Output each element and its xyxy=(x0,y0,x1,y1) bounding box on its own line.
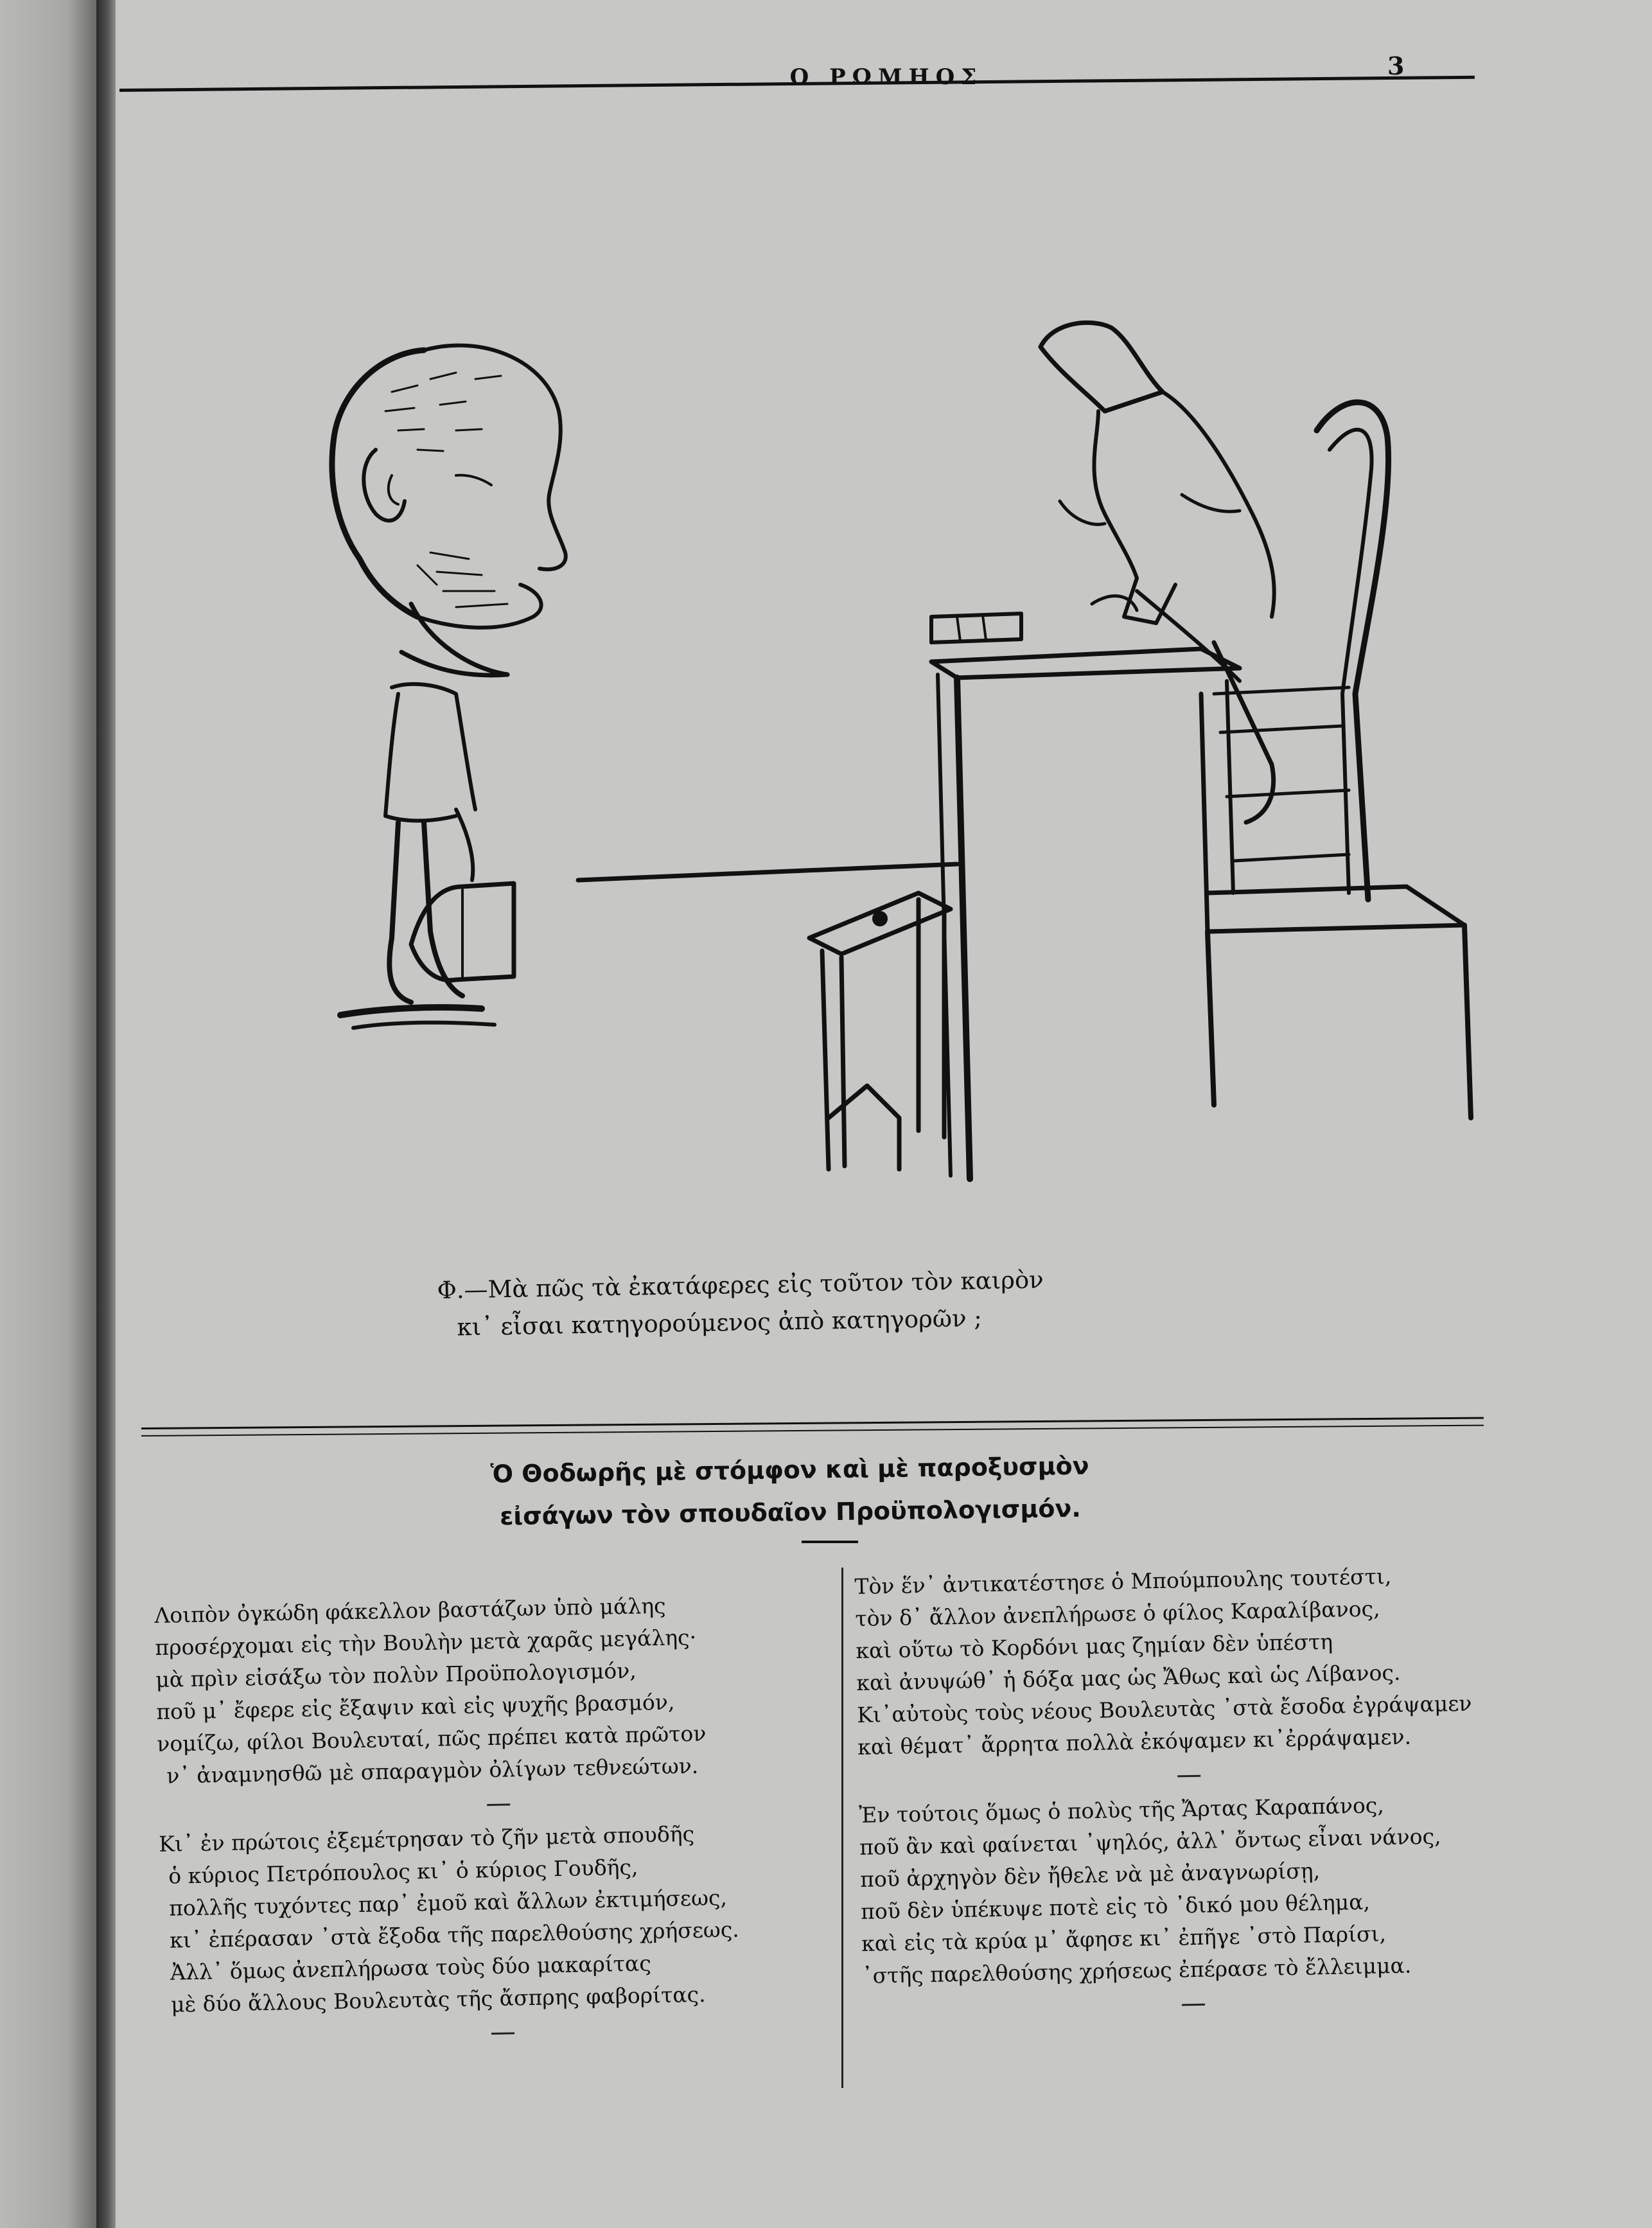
title-dash xyxy=(802,1541,858,1543)
poem-title-line: Ὁ Θοδωρῆς μὲ στόμφον καὶ μὲ παροξυσμὸν xyxy=(490,1451,1089,1489)
verse-line: Κι᾽αὐτοὺς τοὺς νέους Βουλευτὰς ᾽στὰ ἔσοδα ἐγράψαμεν xyxy=(856,1690,1472,1728)
seated-figure xyxy=(1041,323,1274,822)
verse-line: καὶ οὕτω τὸ Κορδόνι μας ζημίαν δὲν ὑπέστη xyxy=(856,1629,1333,1663)
newspaper-page xyxy=(116,0,1652,2228)
caption-line: Φ.—Μὰ πῶς τὰ ἐκατάφερες εἰς τοῦτον τὸν καιρὸν xyxy=(437,1266,1044,1304)
cartoon-illustration xyxy=(263,283,1484,1259)
verse-line: ᾽στῆς παρελθούσης χρήσεως ἐπέρασε τὸ ἔλλειμμα. xyxy=(861,1952,1412,1988)
verse-line: νομίζω, φίλοι Βουλευταί, πῶς πρέπει κατὰ πρῶτον xyxy=(156,1720,707,1756)
verse-line: προσέρχομαι εἰς τὴν Βουλὴν μετὰ χαρᾶς μεγάλης· xyxy=(155,1624,697,1660)
verse-line: καὶ εἰς τὰ κρύα μ᾽ ἄφησε κι᾽ ἐπῆγε ᾽στὸ Παρίσι, xyxy=(861,1921,1387,1956)
verse-line: Τὸν ἕν᾽ ἀντικατέστησε ὁ Μπούμπουλης τουτέστι, xyxy=(854,1563,1392,1599)
verse-line: ποῦ δὲν ὑπέκυψε ποτὲ εἰς τὸ ᾽δικό μου θέλημα, xyxy=(860,1889,1371,1924)
poem-title-line: εἰσάγων τὸν σπουδαῖον Προϋπολογισμόν. xyxy=(499,1494,1082,1531)
masthead-title: Ο ΡΩΜΗΟΣ xyxy=(789,64,983,90)
verse-line: ποῦ ἂν καὶ φαίνεται ᾽ψηλός, ἀλλ᾽ ὄντως εἶναι νάνος, xyxy=(859,1823,1441,1860)
caption-line: κι᾽ εἶσαι κατηγορούμενος ἀπὸ κατηγορῶν ; xyxy=(457,1304,983,1341)
verse-line: καὶ ἀνυψώθ᾽ ἡ δόξα μας ὡς Ἄθως καὶ ὡς Λίβανος. xyxy=(856,1659,1401,1695)
verse-line: Ἐν τούτοις ὅμως ὁ πολὺς τῆς Ἄρτας Καραπάνος, xyxy=(858,1792,1385,1828)
verse-line: Κι᾽ ἐν πρώτοις ἐξεμέτρησαν τὸ ζῆν μετὰ σπουδῆς xyxy=(158,1821,695,1857)
verse-line: ν᾽ ἀναμνησθῶ μὲ σπαραγμὸν ὀλίγων τεθνεώτων. xyxy=(166,1753,699,1789)
verse-line: μὲ δύο ἄλλους Βουλευτὰς τῆς ἄσπρης φαβορίτας. xyxy=(170,1981,706,2017)
stool-drawing xyxy=(809,893,951,1169)
verse-line: μὰ πρὶν εἰσάξω τὸν πολὺν Προϋπολογισμόν, xyxy=(155,1658,637,1692)
poem-title xyxy=(372,1443,1208,1539)
page-number: 3 xyxy=(1387,51,1405,80)
poem-left-column xyxy=(154,1587,843,2057)
verse-line: ποῦ ἀρχηγὸν δὲν ἤθελε νὰ μὲ ἀναγνωρίσῃ, xyxy=(859,1858,1321,1892)
verse-line: Λοιπὸν ὀγκώδη φάκελλον βαστάζων ὑπὸ μάλης xyxy=(154,1593,666,1628)
adjacent-page-edge xyxy=(0,0,96,2228)
verse-line: πολλῆς τυχόντες παρ᾽ ἐμοῦ καὶ ἄλλων ἐκτιμήσεως, xyxy=(168,1884,728,1921)
cartoon-caption xyxy=(437,1255,1402,1347)
section-divider xyxy=(141,1417,1484,1437)
verse-line: κι᾽ ἐπέρασαν ᾽στὰ ἔξοδα τῆς παρελθούσης χρήσεως. xyxy=(169,1916,740,1953)
verse-line: καὶ θέματ᾽ ἄρρητα πολλὰ ἐκόψαμεν κι᾽ἐρράψαμεν. xyxy=(857,1724,1412,1760)
chair-drawing xyxy=(1201,402,1471,1118)
verse-line: τὸν δ᾽ ἄλλον ἀνεπλήρωσε ὁ φίλος Καραλίβανος, xyxy=(855,1596,1380,1631)
verse-line: ποῦ μ᾽ ἔφερε εἰς ἔξαψιν καὶ εἰς ψυχῆς βρασμόν, xyxy=(155,1689,675,1724)
verse-line: Ἀλλ᾽ ὅμως ἀνεπλήρωσα τοὺς δύο μακαρίτας xyxy=(170,1950,652,1985)
bearded-man-figure xyxy=(332,346,566,1028)
poem-right-column xyxy=(854,1558,1524,2028)
verse-line: ὁ κύριος Πετρόπουλος κι᾽ ὁ κύριος Γουδῆς, xyxy=(168,1854,638,1889)
book-gutter xyxy=(96,0,116,2228)
